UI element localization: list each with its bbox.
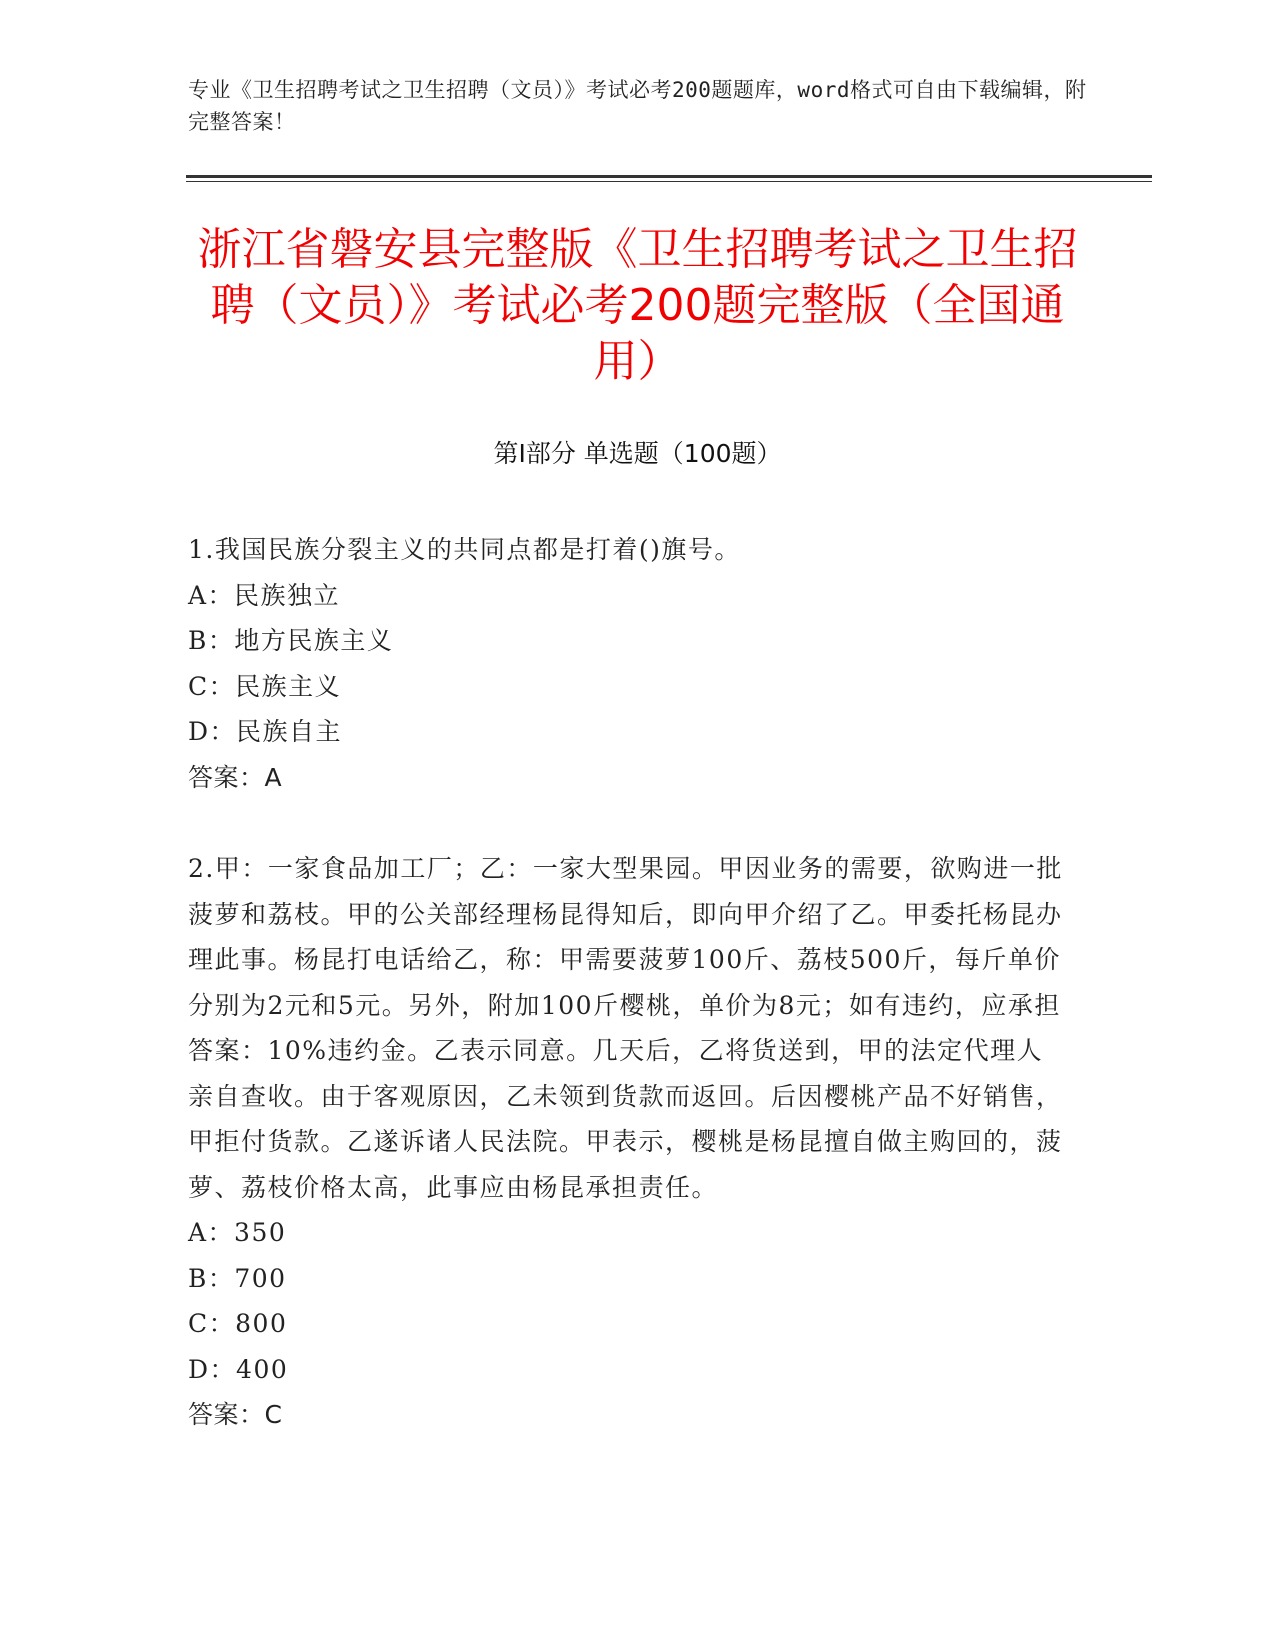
header-divider-thin — [186, 181, 1152, 182]
section-title: 第Ⅰ部分 单选题（100题） — [493, 439, 782, 468]
document-title: 浙江省磐安县完整版《卫生招聘考试之卫生招聘（文员）》考试必考200题完整版（全国通用） — [197, 224, 1078, 387]
header-note: 专业《卫生招聘考试之卫生招聘（文员）》考试必考200题题库，word格式可自由下载编辑，附完整答案！ — [188, 78, 1087, 134]
question-2 — [188, 846, 1068, 1438]
answer: 答案：C — [188, 1400, 283, 1429]
option-a: A：350 — [188, 1218, 287, 1247]
option-b: B：地方民族主义 — [188, 626, 394, 655]
option-c: C：民族主义 — [188, 671, 342, 701]
question-1 — [188, 527, 1068, 800]
header-divider-thick — [186, 175, 1152, 178]
option-list — [188, 1210, 1068, 1392]
question-text: 2.甲：一家食品加工厂；乙：一家大型果园。甲因业务的需要，欲购进一批菠萝和荔枝。甲的公关部经理杨昆得知后，即向甲介绍了乙。甲委托杨昆办理此事。杨昆打电话给乙，称：甲需要菠萝100斤、荔枝500斤，每斤单价分别为2元和5元。另外，附加100斤樱桃，单价为8元；如有违约，应承担答案：10%违约金。乙表示同意。几天后，乙将货送到，甲的法定代理人亲自查收。由于客观原因，乙未领到货款而返回。后因樱桃产品不好销售，甲拒付货款。乙遂诉诸人民法院。甲表示，樱桃是杨昆擅自做主购回的，菠萝、荔枝价格太高，此事应由杨昆承担责任。 — [188, 854, 1063, 1202]
option-a: A：民族独立 — [188, 580, 341, 610]
option-d: D：400 — [188, 1354, 289, 1384]
option-list — [188, 573, 1068, 755]
question-text: 1.我国民族分裂主义的共同点都是打着()旗号。 — [188, 535, 741, 564]
option-d: D：民族自主 — [188, 717, 343, 746]
option-b: B：700 — [188, 1263, 287, 1293]
option-c: C：800 — [188, 1309, 288, 1338]
answer: 答案：A — [188, 762, 283, 792]
